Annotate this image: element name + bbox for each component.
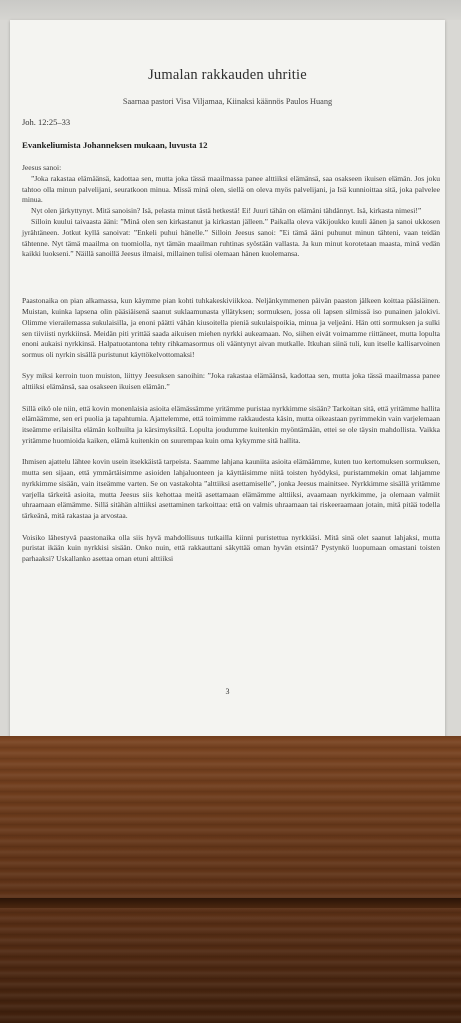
document-page (10, 20, 445, 738)
paragraph: Silloin kuului taivaasta ääni: ”Minä olen sen kirkastanut ja kirkastan jälleen.” Paikalla oleva väkijoukko kuuli äänen ja sanoi ukkosen jyrähtäneen. Jotkut kyllä sanoivat: ”Enkeli puhui hänelle.” Silloin Jeesus sanoi: ”Ei tämä ääni puhunut minun tähteni, vaan teidän tähtenne. Nyt tämä maailma on tuomiolla, nyt tämän maailman ruhtinas syöstään vallasta. Ja kun minut korotetaan maasta, minä vedän kaikki luokseni.” Näillä sanoillä Jeesus ilmaisi, millainen tulisi olemaan hänen kuolemansa. (22, 216, 440, 259)
page-number: 3 (225, 687, 230, 696)
paragraph: Nyt olen järkyttynyt. Mitä sanoisin? Isä, pelasta minut tästä hetkestä! Ei! Juuri tähän on elämäni tähdännyt. Isä, kirkasta nimesi!” (31, 206, 422, 216)
gospel-heading: Evankeliumista Johanneksen mukaan, luvusta 12 (22, 140, 208, 150)
paragraph: Paastonaika on pian alkamassa, kun käymme pian kohti tuhkakeskiviikkoa. Neljänkymmenen päivän paaston jälkeen koittaa pääsiäinen. Muistan, kuinka lapsena olin pääsiäisenä saanut suklaamunasta yllätyksen; sormuksen, jossa oli lapsen silmissä iso punainen jalokivi. Olimme vierailemassa sukulaisilla, ja enoni päätti vähän kiusoitella pieniä sukulaispoikia, minua ja veljeäni. Hän otti sormuksen ja sulki sen tiiviisti nyrkkiinsä. Meidän piti yrittää saada aikuisen miehen nyrkki aukeamaan. No, siihen eivät voimamme riittäneet, mutta lopulta enoni aukaisi nyrkkinsä. Halpatuotantona tehty rihkamasormus oli vääntynyt aivan mutkalle. Itkuhan siinä tuli, kun itselle kallisarvoinen sormus oli nyrkin sisällä puristunut käyttökelvottomaksi! (22, 296, 440, 360)
sermon-body (22, 163, 440, 565)
paragraph: Jeesus sanoi: (22, 163, 62, 172)
wall-background (0, 0, 461, 20)
paragraph: Ihmisen ajattelu lähtee kovin usein itsekkäistä tarpeista. Saamme lahjana kauniita asioita elämäämme, kuten tuo kertomuksen sormuksen, mutta sen sijaan, että ymmärtäisimme asioiden lahjaluonteen ja käyttäisimme niitä toisten hyödyksi, puristammekin omat lahjamme nyrkkimme sisään, vain itseämme varten. Se on vastakohta ”alttiiksi asettamiselle”, jonka Jeesus mainitsee. Nyrkkimme sisällä yritämme varjella tärkeitä asioita, mutta Jeesus siis kehottaa meitä asettamaan elämämme alttiiksi, avaamaan nyrkkimme, ja olemaan valmiit uhraamaan elämämme. Sillä sitähän alttiiksi asettaminen tarkoittaa: että on valmis uhraamaan tai riskeeraamaan jotain, mitä pitää todella tärkeänä, mitä rakastaa ja arvostaa. (22, 457, 440, 521)
paragraph: Syy miksi kerroin tuon muiston, liittyy Jeesuksen sanoihin: ”Joka rakastaa elämäänsä, kadottaa sen, mutta joka tässä maailmassa panee alttiiksi elämänsä, saa osakseen ikuisen elämän.” (22, 371, 440, 392)
wooden-table (0, 736, 461, 1023)
sermon-byline: Saarnaa pastori Visa Viljamaa, Kiinaksi käännös Paulos Huang (122, 97, 333, 106)
paragraph: ”Joka rakastaa elämäänsä, kadottaa sen, mutta joka tässä maailmassa panee alttiiksi elämänsä, saa osakseen ikuisen elämän. Jos joku tahtoo olla minun palvelijani, seuratkoon minua. Missä minä olen, siellä on oleva myös palvelijani, ja Isä kunnioittaa sitä, joka palvelee minua. (22, 173, 440, 205)
table-seam (0, 898, 461, 908)
sermon-title: Jumalan rakkauden uhritie (148, 67, 307, 83)
bible-reference: Joh. 12:25–33 (22, 117, 71, 127)
paragraph: Voisiko lähestyvä paastonaika olla siis hyvä mahdollisuus tutkailla kiinni puristettua nyrkkiäsi. Mitä sinä olet saanut lahjaksi, mutta puristat ikään kuin nyrkkisi sisään. Onko nuin, että rakkauttani säkyttää oman hyvän etsintä? Pystynkö luopumaan omastani toisten parhaaksi? Uskallanko asettaa oman etuni alttiiksi (22, 532, 440, 564)
paragraph: Sillä eikö ole niin, että kovin monenlaisia asioita elämässämme yritämme puristaa nyrkkimme sisään? Tarkoitan sitä, että yritämme hallita elämäämme, sen eri puolia ja tapahtumia. Ajattelemme, että toimimme rakkaudesta käsin, mutta oikeastaan pyrimmekin vain varjelemaan itseämme erilaisilta elämän kolhuilta ja kärsimyksiltä. Lopulta joudumme kuitenkin myöntämään, ettei se ole täysin mahdollista. Vaikka yritämme huomioida kaiken, elämä kuitenkin on suurempaa kuin oma kykymme sitä hallita. (22, 403, 440, 445)
